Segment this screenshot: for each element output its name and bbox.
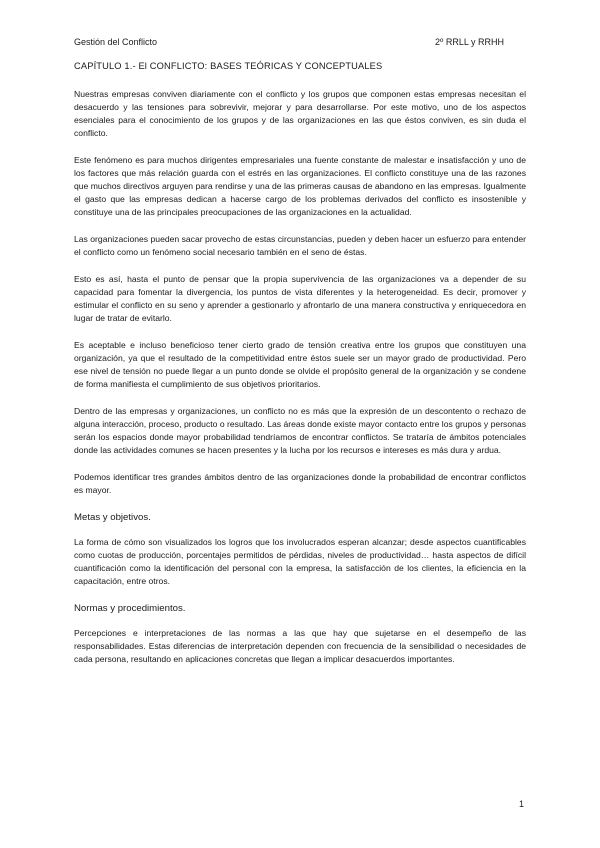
- paragraph-phenomenon: Este fenómeno es para muchos dirigentes empresariales una fuente constante de malestar e insatisfacción y uno de los factores que más relación guarda con el estrés en las organizaciones. El conflicto constituye una de las razones que muchos directivos arguyen para rendirse y una de las primeras causas de abandono en las empresas. Igualmente el gasto que las empresas dedican a hacerse cargo de los problemas derivados del conflicto es insostenible y constituye una de las principales preocupaciones de las organizaciones en la actualidad.: [74, 155, 526, 217]
- paragraph-advantage: Las organizaciones pueden sacar provecho de estas circunstancias, pueden y deben hacer un esfuerzo para entender el conflicto como un fenómeno social necesario también en el seno de éstas.: [74, 234, 526, 257]
- section-text-norms: Percepciones e interpretaciones de las normas a las que hay que sujetarse en el desempeño de las responsabilidades. Estas diferencias de interpretación dependen con frecuencia de la sensibilidad o necesidades de cada persona, resultando en aplicaciones concretas que llegan a implicar desacuerdos importantes.: [74, 628, 526, 664]
- paragraph-intro: Nuestras empresas conviven diariamente con el conflicto y los grupos que componen estas empresas necesitan el desacuerdo y las tensiones para sobrevivir, mejorar y para desarrollarse. Por este motivo, uno de los aspectos esenciales para el conocimiento de los grupos y de las organizaciones en las que éstos conviven, es sin duda el conflicto.: [74, 89, 526, 138]
- paragraph-definition: Dentro de las empresas y organizaciones, un conflicto no es más que la expresión de un descontento o rechazo de alguna interacción, proceso, producto o resultado. Las áreas donde existe mayor contacto entre los grupos y personas serán los espacios donde mayor probabilidad tendríamos de encontrar conflictos. Se trataría de ámbitos potenciales donde las actividades comunes se hacen presentes y la lucha por los recursos e intereses es más dura y ardua.: [74, 406, 526, 455]
- section-text-goals: La forma de cómo son visualizados los logros que los involucrados esperan alcanzar; desde aspectos cuantificables como cuotas de producción, porcentajes permitidos de pérdidas, niveles de productividad… hasta aspectos de difícil cuantificación como la identificación del personal con la empresa, la satisfacción de los clientes, la eficiencia en la capacitación, entre otros.: [74, 537, 526, 586]
- paragraph-three-areas: Podemos identificar tres grandes ámbitos dentro de las organizaciones donde la probabilidad de encontrar conflictos es mayor.: [74, 472, 526, 495]
- header-course-title: Gestión del Conflicto: [74, 37, 158, 47]
- chapter-title: CAPÍTULO 1.- El CONFLICTO: BASES TEÓRICAS Y CONCEPTUALES: [74, 61, 383, 71]
- paragraph-creative-tension: Es aceptable e incluso beneficioso tener cierto grado de tensión creativa entre los grupos que constituyen una organización, ya que el resultado de la competitividad entre éstos suele ser un mayor grado de productividad. Pero ese nivel de tensión no puede llegar a un punto donde se olvide el propósito general de la organización y se condene de forma manifiesta el cumplimiento de sus objetivos prioritarios.: [74, 340, 526, 389]
- paragraph-survival: Esto es así, hasta el punto de pensar que la propia supervivencia de las organizaciones va a depender de su capacidad para fomentar la divergencia, los puntos de vista diferentes y la heterogeneidad. Es decir, promover y estimular el conflicto en su seno y aprender a gestionarlo y afrontarlo de una manera constructiva y enriquecedora en lugar de tratar de evitarlo.: [74, 274, 526, 323]
- section-heading-norms: Normas y procedimientos.: [74, 603, 186, 614]
- page-number: 1: [518, 799, 524, 809]
- document-body: [74, 60, 526, 680]
- section-heading-goals: Metas y objetivos.: [74, 512, 151, 523]
- header-course-level: 2º RRLL y RRHH: [435, 37, 504, 47]
